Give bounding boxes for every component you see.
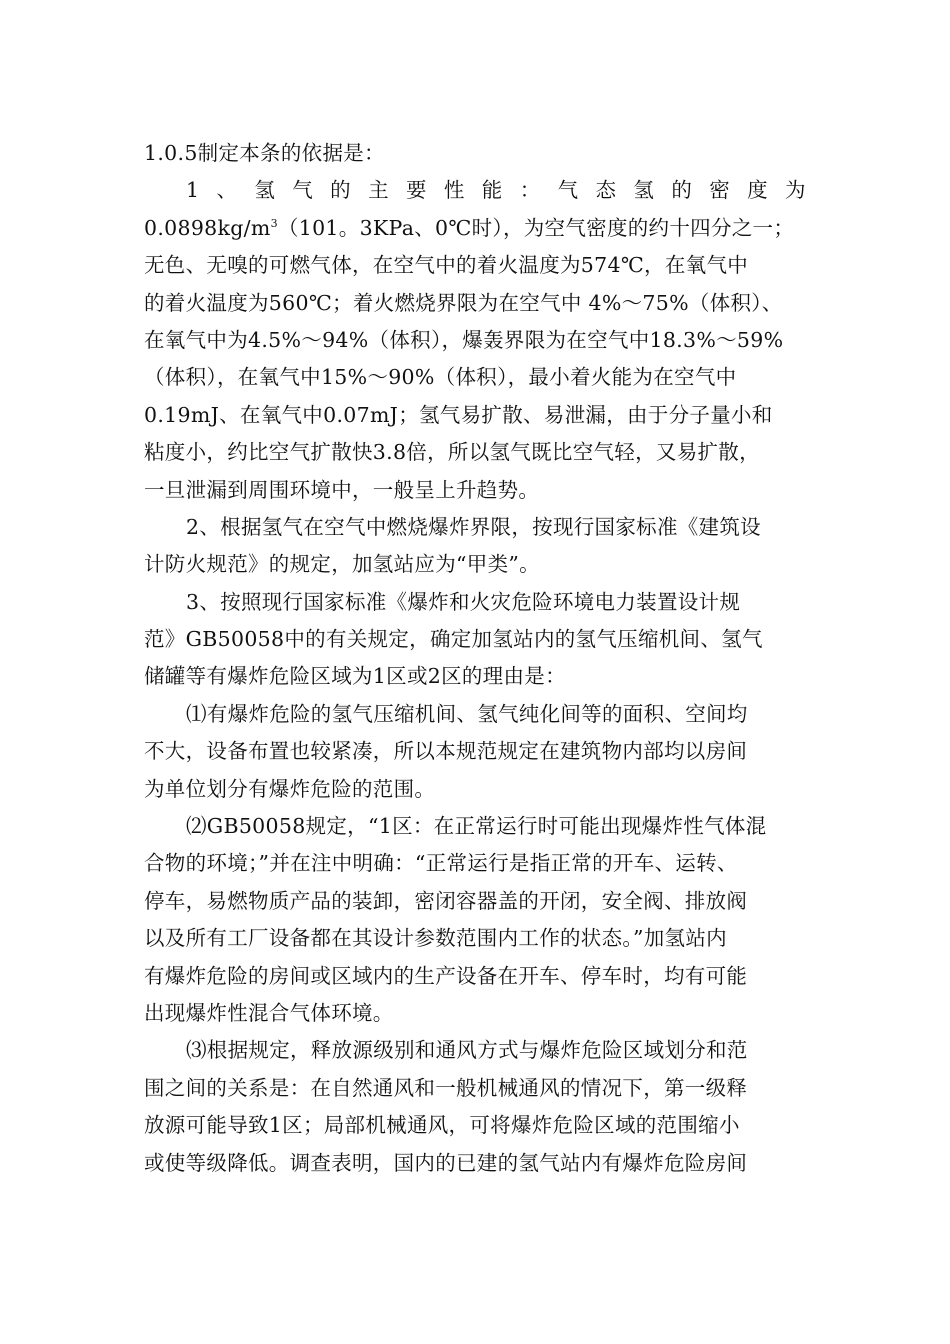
paragraph-1-first-line: 1 、 氢 气 的 主 要 性 能 ： 气 态 氢 的 密 度 为 [186,178,806,203]
paragraph-line: 有爆炸危险的房间或区域内的生产设备在开车、停车时，均有可能 [144,963,748,988]
paragraph-line: （体积），在氧气中15%～90%（体积），最小着火能为在空气中 [144,365,737,390]
item-1-first-line: ⑴有爆炸危险的氢气压缩机间、氢气纯化间等的面积、空间均 [186,701,748,726]
document-body [144,135,806,1182]
paragraph-line: 围之间的关系是：在自然通风和一般机械通风的情况下，第一级释 [144,1075,748,1100]
paragraph-line: 0.19mJ、在氧气中0.07mJ；氢气易扩散、易泄漏，由于分子量小和 [144,402,773,427]
paragraph-2-first-line: 2、根据氢气在空气中燃烧爆炸界限，按现行国家标准《建筑设 [186,514,761,539]
paragraph-line: 计防火规范》的规定，加氢站应为“甲类”。 [144,552,540,577]
paragraph-line: 不大，设备布置也较紧凑，所以本规范规定在建筑物内部均以房间 [144,739,748,764]
paragraph-line: 的着火温度为560℃；着火燃烧界限为在空气中 4%～75%（体积）、 [144,290,783,315]
item-2-first-line: ⑵GB50058规定，“1区：在正常运行时可能出现爆炸性气体混 [186,814,767,839]
item-3-first-line: ⑶根据规定，释放源级别和通风方式与爆炸危险区域划分和范 [186,1038,748,1063]
paragraph-line: 出现爆炸性混合气体环境。 [144,1000,394,1025]
paragraph-line: 或使等级降低。调查表明，国内的已建的氢气站内有爆炸危险房间 [144,1150,748,1175]
paragraph-line: 为单位划分有爆炸危险的范围。 [144,776,436,801]
paragraph-line: 以及所有工厂设备都在其设计参数范围内工作的状态。”加氢站内 [144,926,727,951]
section-heading: 1.0.5制定本条的依据是： [144,141,385,165]
paragraph-line: 范》GB50058中的有关规定，确定加氢站内的氢气压缩机间、氢气 [144,627,763,652]
paragraph-3-first-line: 3、按照现行国家标准《爆炸和火灾危险环境电力装置设计规 [186,589,741,614]
paragraph-line: 一旦泄漏到周围环境中，一般呈上升趋势。 [144,477,540,502]
paragraph-line: 在氧气中为4.5%～94%（体积），爆轰界限为在空气中18.3%～59% [144,327,784,352]
paragraph-line: 无色、无嗅的可燃气体，在空气中的着火温度为574℃，在氧气中 [144,253,749,278]
paragraph-line: 停车，易燃物质产品的装卸，密闭容器盖的开闭，安全阀、排放阀 [144,888,748,913]
paragraph-line: $0.0898kg/m^3(101$。3KPa、0℃时），为空气密度的约十四分之一； [144,215,795,240]
paragraph-line: 合物的环境；”并在注中明确：“正常运行是指正常的开车、运转、 [144,851,738,876]
paragraph-line: 放源可能导致1区；局部机械通风，可将爆炸危险区域的范围缩小 [144,1113,740,1138]
paragraph-line: 粘度小，约比空气扩散快3.8倍，所以氢气既比空气轻，又易扩散， [144,440,760,465]
paragraph-line: 储罐等有爆炸危险区域为1区或2区的理由是： [144,664,566,689]
